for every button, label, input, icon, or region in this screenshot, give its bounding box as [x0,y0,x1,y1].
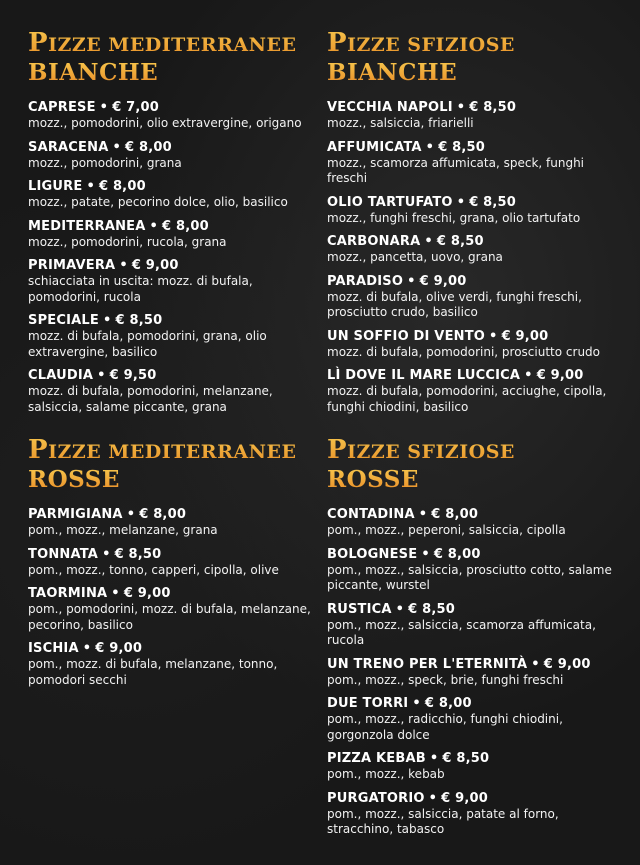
menu-item-ingredients: pom., mozz. di bufala, melanzane, tonno, pomodori secchi [28,657,278,687]
bullet-separator: • [429,751,439,766]
menu-item [28,313,328,360]
menu-item-price: € 9,50 [109,368,157,383]
menu-item-ingredients: pom., mozz., salsiccia, scamorza affumicata, rucola [327,617,596,647]
menu-item-header [327,547,627,563]
menu-item-name: PIZZA KEBAB [327,751,426,766]
section-title-type: BIANCHE [327,61,627,84]
menu-item-name: VECCHIA NAPOLI [327,100,453,115]
menu-item [327,140,627,187]
bullet-separator: • [489,328,498,344]
menu-item-price: € 8,00 [98,179,146,194]
menu-item-ingredients: mozz., pancetta, uovo, grana [327,250,503,264]
menu-item-ingredients: mozz., salsiccia, friarielli [327,116,474,130]
menu-item-header [28,100,328,116]
menu-item-name: ISCHIA [28,641,79,656]
menu-item-header [327,274,627,290]
menu-item-header [28,140,328,156]
menu-item-name: PARADISO [327,273,404,289]
menu-item-name: TAORMINA [28,586,108,601]
bullet-separator: • [119,258,128,273]
menu-item [28,219,328,251]
menu-item [28,641,328,688]
bullet-separator: • [456,100,466,115]
bullet-separator: • [149,218,159,234]
menu-item-price: € 8,50 [408,601,456,617]
menu-item-header [28,586,328,602]
section-title-rest: IZZE MEDITERRANEE [48,34,297,56]
menu-item-ingredients: pom., mozz., peperoni, salsiccia, cipolla [327,523,566,537]
menu-item-header [327,195,627,211]
section-title [28,437,328,491]
section-title-category [28,30,328,56]
section-title-category [327,437,627,463]
menu-item-ingredients: pom., mozz., salsiccia, prosciutto cotto, salame piccante, wurstel [327,562,612,592]
menu-item-name: UN SOFFIO DI VENTO [327,328,486,344]
menu-item-ingredients: pom., mozz., tonno, capperi, cipolla, olive [28,562,279,577]
menu-item-header [327,751,627,767]
menu-item-name: MEDITERRANEA [28,218,146,234]
menu-item [327,234,627,266]
bullet-separator: • [111,586,120,601]
menu-section [28,437,328,696]
menu-item-price: € 8,00 [433,546,481,562]
menu-item [28,100,328,132]
menu-item-header [327,140,627,156]
bullet-separator: • [102,546,111,562]
menu-item-price: € 9,00 [536,368,584,383]
menu-item [327,751,627,783]
menu-item-name: CAPRESE [28,100,96,115]
menu-item-name: UN TRENO PER L'ETERNITÀ [327,656,528,672]
bullet-separator: • [102,313,112,328]
menu-item-price: € 9,00 [123,586,171,601]
menu-item [28,258,328,305]
section-title [28,30,328,84]
menu-item-name: CONTADINA [327,507,415,522]
menu-item-header [327,234,627,250]
menu-item-ingredients: mozz. di bufala, pomodorini, acciughe, cipolla, funghi chiodini, basilico [327,384,607,414]
bullet-separator: • [82,641,92,656]
section-title-category [28,437,328,463]
menu-item-header [327,791,627,807]
menu-item-ingredients: pom., mozz., speck, brie, funghi freschi [327,672,564,687]
menu-item [327,791,627,838]
menu-item-header [28,179,328,195]
menu-item-name: SARACENA [28,139,109,155]
menu-item-ingredients: mozz. di bufala, pomodorini, melanzane, salsiccia, salame piccante, grana [28,384,273,414]
menu-item-price: € 8,00 [424,696,472,711]
section-title-type: ROSSE [327,468,627,491]
bullet-separator: • [524,368,533,383]
menu-item-price: € 8,00 [139,507,187,522]
menu-item-header [327,368,627,384]
bullet-separator: • [421,546,430,562]
menu-item-ingredients: pom., mozz., radicchio, funghi chiodini, gorgonzola dolce [327,712,563,742]
menu-item-name: CARBONARA [327,234,421,249]
menu-item-price: € 8,50 [114,546,162,562]
menu-item-header [327,657,627,673]
menu-item [327,547,627,594]
menu-item-header [28,368,328,384]
bullet-separator: • [418,507,428,522]
menu-section [327,437,627,846]
menu-item-name: AFFUMICATA [327,139,422,155]
menu-item-price: € 8,50 [442,751,490,766]
menu-section [28,30,328,423]
menu-item-name: LÌ DOVE IL MARE LUCCICA [327,368,521,383]
menu-item [327,274,627,321]
bullet-separator: • [424,234,433,249]
menu-item-price: € 7,00 [112,100,160,115]
bullet-separator: • [112,139,121,155]
menu-item-name: OLIO TARTUFATO [327,194,453,210]
menu-item [327,657,627,689]
section-title-initial: P [28,435,49,465]
menu-item [28,179,328,211]
menu-item-price: € 8,50 [115,313,163,328]
menu-item-price: € 9,00 [501,328,549,344]
bullet-separator: • [97,368,106,383]
bullet-separator: • [456,194,466,210]
bullet-separator: • [395,601,405,617]
menu-item-header [327,696,627,712]
menu-item-price: € 8,50 [469,100,517,115]
menu-item-price: € 9,00 [419,273,467,289]
menu-item [327,507,627,539]
section-title-rest: IZZE SFIZIOSE [347,441,515,463]
menu-item-header [327,602,627,618]
menu-item [28,547,328,579]
menu-item [28,507,328,539]
menu-item-name: RUSTICA [327,601,392,617]
menu-item-ingredients: mozz., pomodorini, olio extravergine, origano [28,116,302,130]
section-title [327,30,627,84]
menu-item-name: BOLOGNESE [327,546,418,562]
menu-item [327,100,627,132]
section-title-initial: P [327,435,348,465]
menu-item-header [28,507,328,523]
menu-item-ingredients: schiacciata in uscita: mozz. di bufala, pomodorini, rucola [28,274,253,304]
menu-item-name: DUE TORRI [327,696,409,711]
menu-item-header [28,641,328,657]
menu-item-ingredients: pom., mozz., salsiccia, patate al forno, stracchino, tabasco [327,806,559,836]
bullet-separator: • [531,656,540,672]
section-title-type: BIANCHE [28,61,328,84]
menu-item-name: LIGURE [28,179,83,194]
menu-item-ingredients: pom., mozz., melanzane, grana [28,523,218,537]
menu-item-ingredients: mozz., scamorza affumicata, speck, funghi freschi [327,155,585,185]
menu-item-header [327,507,627,523]
menu-item-price: € 8,50 [436,234,484,249]
menu-item-ingredients: pom., mozz., kebab [327,767,445,781]
section-title-rest: IZZE MEDITERRANEE [48,441,297,463]
bullet-separator: • [86,179,95,194]
menu-item-ingredients: mozz., pomodorini, rucola, grana [28,234,227,249]
menu-section [327,30,627,423]
menu-item [327,368,627,415]
menu-item [28,140,328,172]
menu-item [28,368,328,415]
menu-item-name: PRIMAVERA [28,258,116,273]
bullet-separator: • [126,507,136,522]
menu-item-name: PURGATORIO [327,790,425,806]
menu-item-ingredients: mozz., patate, pecorino dolce, olio, basilico [28,195,288,209]
section-title [327,437,627,491]
menu-item-header [28,313,328,329]
menu-item [327,329,627,361]
menu-item-header [327,100,627,116]
menu-item-price: € 9,00 [95,641,143,656]
menu-item-name: SPECIALE [28,313,99,328]
bullet-separator: • [99,100,109,115]
menu-item-header [28,258,328,274]
menu-item-ingredients: mozz. di bufala, pomodorini, grana, olio extravergine, basilico [28,329,267,359]
section-title-initial: P [327,28,348,58]
menu-item-price: € 9,00 [543,656,591,672]
menu-item-price: € 8,50 [438,139,486,155]
menu-item-ingredients: pom., pomodorini, mozz. di bufala, melanzane, pecorino, basilico [28,602,311,632]
section-title-type: ROSSE [28,468,328,491]
menu-item-price: € 9,00 [131,258,179,273]
bullet-separator: • [407,273,416,289]
menu-item-price: € 9,00 [441,790,489,806]
menu-item-ingredients: mozz., funghi freschi, grana, olio tartufato [327,210,581,225]
section-title-initial: P [28,28,49,58]
menu-item-header [28,219,328,235]
menu-item-price: € 8,00 [124,139,172,155]
menu-item-header [28,547,328,563]
section-title-category [327,30,627,56]
menu-item [327,602,627,649]
menu-item-name: TONNATA [28,546,99,562]
menu-item-name: PARMIGIANA [28,507,123,522]
menu-item-ingredients: mozz., pomodorini, grana [28,155,182,170]
menu-item [28,586,328,633]
menu-item-price: € 8,00 [162,218,209,234]
menu-item-price: € 8,00 [431,507,479,522]
menu-item-ingredients: mozz. di bufala, pomodorini, prosciutto crudo [327,344,601,359]
menu-item-ingredients: mozz. di bufala, olive verdi, funghi freschi, prosciutto crudo, basilico [327,289,582,319]
section-title-rest: IZZE SFIZIOSE [347,34,515,56]
bullet-separator: • [428,790,438,806]
menu-item-name: CLAUDIA [28,368,94,383]
bullet-separator: • [412,696,421,711]
menu-item-price: € 8,50 [469,194,517,210]
menu-item [327,195,627,227]
bullet-separator: • [425,139,435,155]
menu-item-header [327,329,627,345]
menu-item [327,696,627,743]
